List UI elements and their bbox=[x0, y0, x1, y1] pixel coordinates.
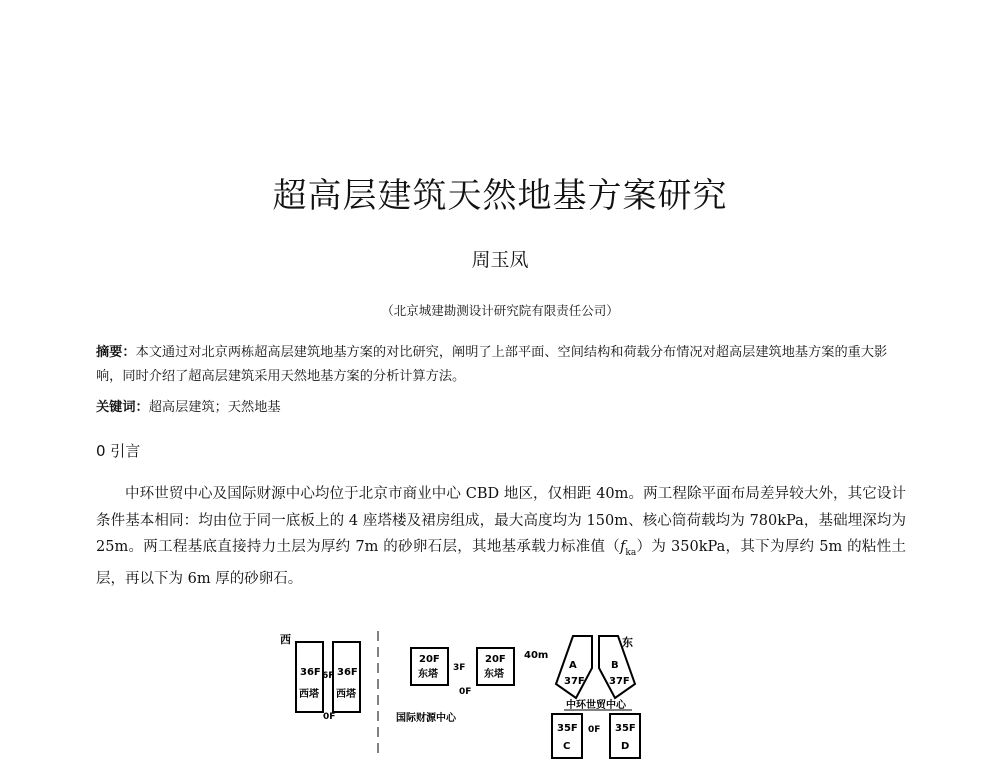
east-tower-a-name: 东塔 bbox=[418, 669, 438, 680]
east-tower-b-floors: 20F bbox=[485, 654, 506, 665]
west-gap-bottom: 0F bbox=[323, 712, 336, 722]
section-heading: 0 引言 bbox=[96, 442, 141, 460]
west-tower-a-floors: 36F bbox=[300, 667, 321, 678]
author-name: 周玉凤 bbox=[471, 249, 529, 271]
abstract bbox=[96, 341, 906, 389]
site-plan-svg bbox=[278, 628, 658, 760]
tower-d-floors: 35F bbox=[615, 723, 636, 734]
abstract-label: 摘要： bbox=[96, 345, 136, 360]
tower-b-letter: B bbox=[611, 660, 619, 671]
east-tower-b-name: 东塔 bbox=[484, 669, 504, 680]
tower-a-floors: 37F bbox=[564, 676, 585, 687]
west-tower-b-floors: 36F bbox=[337, 667, 358, 678]
abstract-text: 本文通过对北京两栋超高层建筑地基方案的对比研究，阐明了上部平面、空间结构和荷载分布情况对超高层建筑地基方案的重大影响，同时介绍了超高层建筑采用天然地基方案的分析计算方法。 bbox=[96, 345, 888, 384]
author-affiliation: （北京城建勘测设计研究院有限责任公司） bbox=[381, 303, 619, 318]
east-gap-top: 3F bbox=[453, 663, 466, 673]
west-tower-a-name: 西塔 bbox=[299, 689, 319, 700]
left-complex-name: 国际财源中心 bbox=[396, 713, 456, 724]
east-label: 东 bbox=[622, 636, 633, 649]
tower-c-letter: C bbox=[563, 741, 571, 752]
tower-c-floors: 35F bbox=[557, 723, 578, 734]
distance-label: 40m bbox=[524, 650, 549, 661]
right-complex-name: 中环世贸中心 bbox=[566, 700, 626, 711]
keywords bbox=[96, 396, 281, 415]
tower-a-letter: A bbox=[569, 660, 577, 671]
east-tower-a-floors: 20F bbox=[419, 654, 440, 665]
bearing-capacity-symbol: f bbox=[620, 539, 626, 555]
keywords-label: 关键词： bbox=[96, 400, 149, 415]
site-plan-figure bbox=[278, 628, 658, 760]
body-text-part1: 中环世贸中心及国际财源中心均位于北京市商业中心 CBD 地区，仅相距 40m。两工程除平面布局差异较大外，其它设计条件基本相同：均由位于同一底板上的 4 座塔楼及裙房组成，最大高度均为 150m、核心筒荷载均为 780kPa，基础埋深均为 25m。两工程基底直接持力土层为厚约 7m 的砂卵石层，其地基承载力标准值（ bbox=[96, 486, 906, 555]
west-label: 西 bbox=[280, 633, 291, 646]
cd-gap: 0F bbox=[588, 725, 601, 735]
body-text-part2: ）为 350kPa，其下为厚约 5m 的粘性土层，再以下为 6m 厚的砂卵石。 bbox=[96, 539, 907, 588]
west-gap-top: 6F bbox=[322, 671, 335, 681]
east-gap-bottom: 0F bbox=[459, 687, 472, 697]
tower-d-letter: D bbox=[621, 741, 630, 752]
tower-b-floors: 37F bbox=[609, 676, 630, 687]
body-paragraph bbox=[96, 481, 906, 593]
west-tower-b-name: 西塔 bbox=[336, 689, 356, 700]
paper-title: 超高层建筑天然地基方案研究 bbox=[272, 176, 728, 216]
keywords-text: 超高层建筑；天然地基 bbox=[148, 400, 281, 415]
bearing-capacity-subscript: ka bbox=[625, 547, 637, 558]
